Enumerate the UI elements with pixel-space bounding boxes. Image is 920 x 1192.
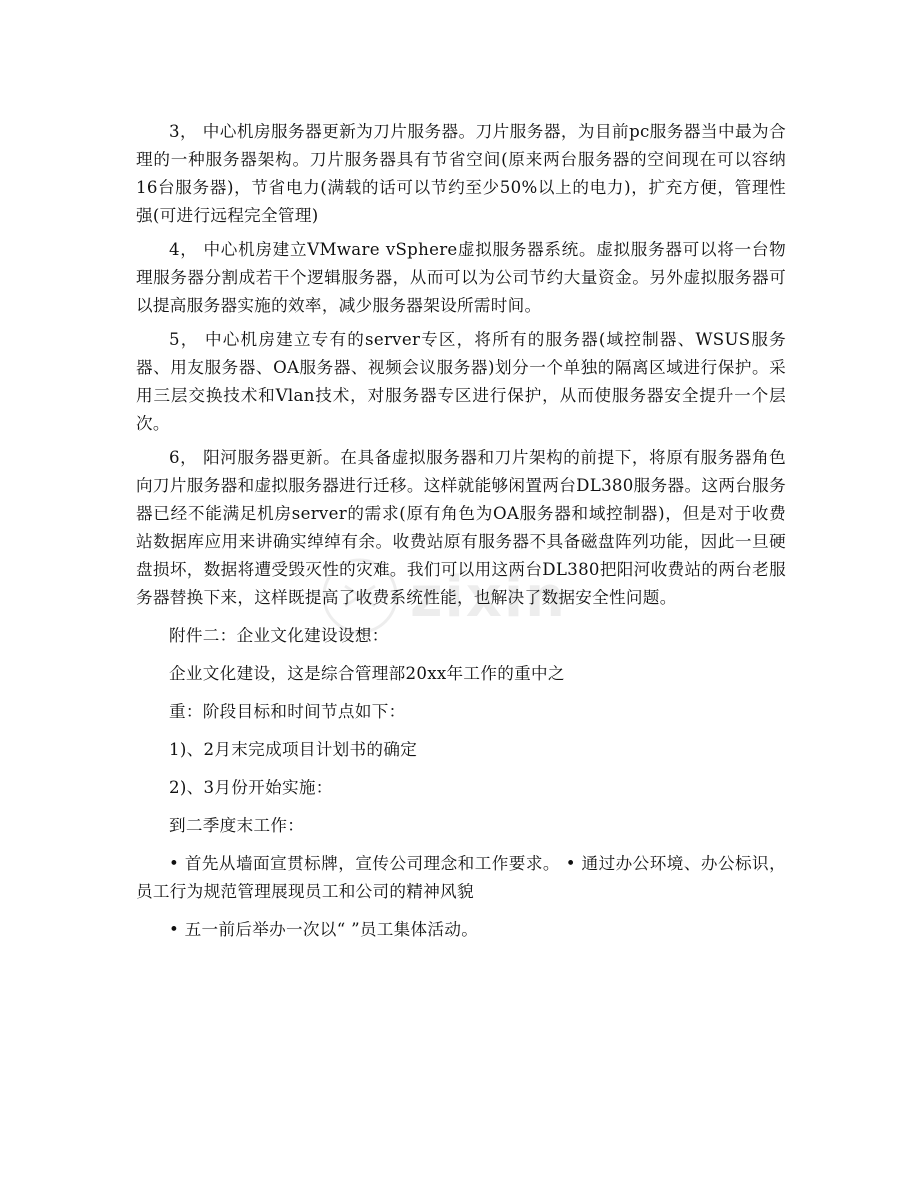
paragraph-item-4: 4， 中心机房建立VMware vSphere虚拟服务器系统。虚拟服务器可以将一台物理服务器分割成若干个逻辑服务器，从而可以为公司节约大量资金。另外虚拟服务器可以提高服务器实施的效率，减少服务器架设所需时间。 <box>136 240 786 315</box>
document-body <box>136 118 786 954</box>
svg-text:zixin: zixin <box>410 565 567 630</box>
culture-intro: 企业文化建设，这是综合管理部20xx年工作的重中之 <box>169 664 565 683</box>
milestone-2: 2)、3月份开始实施： <box>169 778 333 797</box>
culture-milestones: 重：阶段目标和时间节点如下： <box>169 702 406 721</box>
bullet-item-2: • 五一前后举办一次以“ ”员工集体活动。 <box>169 920 479 939</box>
appendix-heading: 附件二：企业文化建设设想： <box>169 626 389 645</box>
bullet-item-1: • 首先从墙面宣贯标牌，宣传公司理念和工作要求。 • 通过办公环境、办公标识，员工行为规范管理展现员工和公司的精神风貌 <box>136 854 786 901</box>
quarter-heading: 到二季度末工作： <box>169 816 305 835</box>
paragraph-item-6: 6， 阳河服务器更新。在具备虚拟服务器和刀片架构的前提下，将原有服务器角色向刀片服务器和虚拟服务器进行迁移。这样就能够闲置两台DL380服务器。这两台服务器已经不能满足机房server的需求(原有角色为OA服务器和域控制器)，但是对于收费站数据库应用来讲确实绰绰有余。收费站原有服务器不具备磁盘阵列功能，因此一旦硬盘损坏，数据将遭受毁灭性的灾难。我们可以用这两台DL380把阳河收费站的两台老服务器替换下来，这样既提高了收费系统性能，也解决了数据安全性问题。 <box>136 448 786 607</box>
paragraph-item-5: 5， 中心机房建立专有的server专区，将所有的服务器(域控制器、WSUS服务器、用友服务器、OA服务器、视频会议服务器)划分一个单独的隔离区域进行保护。采用三层交换技术和Vlan技术，对服务器专区进行保护，从而使服务器安全提升一个层次。 <box>136 330 786 433</box>
paragraph-item-3: 3， 中心机房服务器更新为刀片服务器。刀片服务器，为目前pc服务器当中最为合理的一种服务器架构。刀片服务器具有节省空间(原来两台服务器的空间现在可以容纳16台服务器)，节省电力(满载的话可以节约至少50%以上的电力)，扩充方便，管理性强(可进行远程完全管理) <box>136 122 786 225</box>
milestone-1: 1)、2月末完成项目计划书的确定 <box>169 740 418 759</box>
